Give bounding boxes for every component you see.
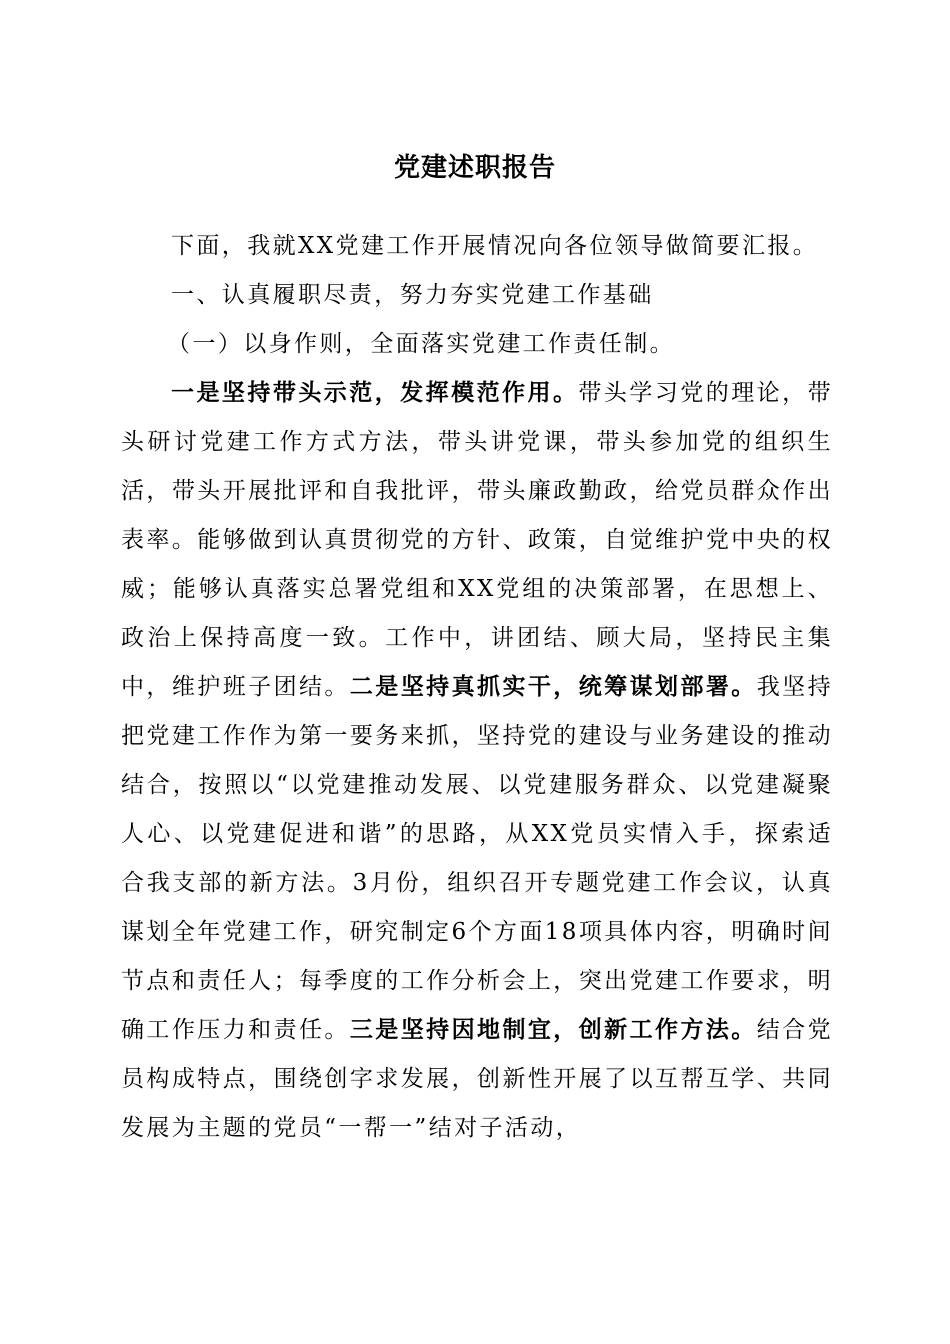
section-heading-1-1: （一）以身作则，全面落实党建工作责任制。 [167, 331, 675, 357]
intro-paragraph: 下面，我就XX党建工作开展情况向各位领导做简要汇报。 [171, 233, 819, 259]
lead-point-2: 二是坚持真抓实干，统筹谋划部署。 [349, 674, 757, 700]
document-body [121, 222, 833, 1153]
main-paragraph [121, 369, 833, 1153]
section-heading-1: 一、认真履职尽责，努力夯实党建工作基础 [171, 282, 654, 308]
lead-point-3: 三是坚持因地制宜，创新工作方法。 [349, 1017, 757, 1043]
point-1-text: 带头学习党的理论，带头研讨党建工作方式方法，带头讲党课，带头参加党的组织生活，带头开展批评和自我批评，带头廉政勤政，给党员群众作出表率。能够做到认真贯彻党的方针、政策，自觉维护党中央的权威；能够认真落实总署党组和XX党组的决策部署，在思想上、政治上保持高度一致。工作中，讲团结、顾大局，坚持民主集中，维护班子团结。 [121, 380, 833, 700]
document-title: 党建述职报告 [393, 153, 556, 183]
point-3-text: 结合党员构成特点，围绕创字求发展，创新性开展了以互帮互学、共同发展为主题的党员“一帮一”结对子活动， [121, 1017, 834, 1141]
lead-point-1: 一是坚持带头示范，发挥模范作用。 [171, 380, 579, 406]
point-2-text: 我坚持把党建工作作为第一要务来抓，坚持党的建设与业务建设的推动结合，按照以“以党建推动发展、以党建服务群众、以党建凝聚人心、以党建促进和谐”的思路，从XX党员实情入手，探索适合我支部的新方法。3月份，组织召开专题党建工作会议，认真谋划全年党建工作，研究制定6个方面18项具体内容，明确时间节点和责任人；每季度的工作分析会上，突出党建工作要求，明确工作压力和责任。 [121, 674, 834, 1043]
